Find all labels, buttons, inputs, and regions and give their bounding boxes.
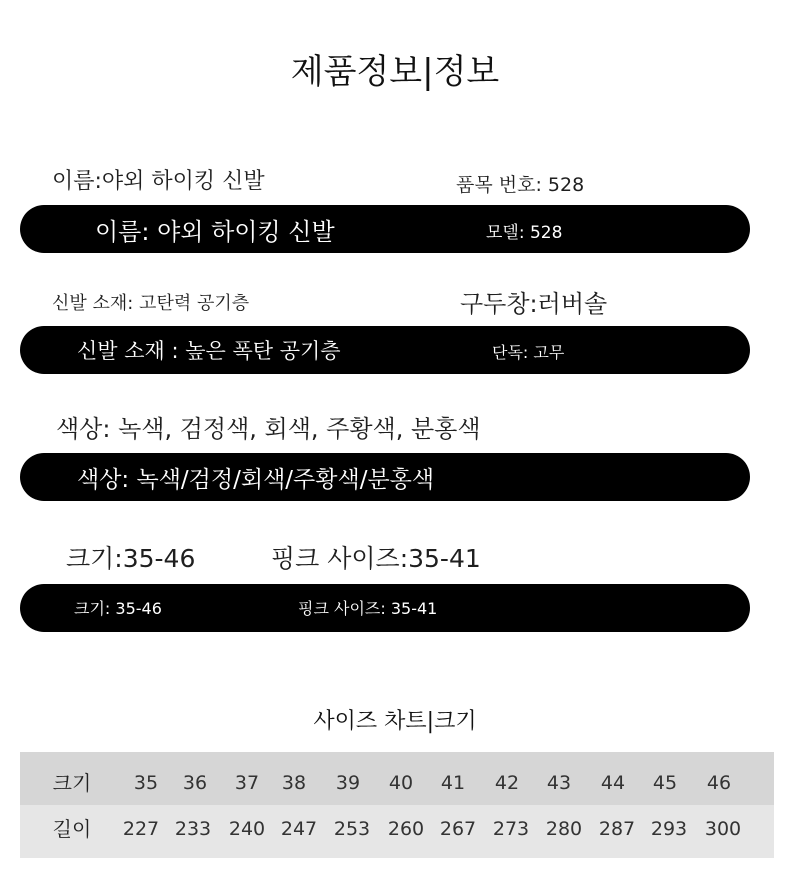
name-label: 이름:야외 하이킹 신발 <box>52 169 265 194</box>
table-cell: 280 <box>545 818 583 840</box>
material-bar <box>20 326 750 374</box>
table-cell: 247 <box>280 818 318 840</box>
pink-size-label: 핑크 사이즈:35-41 <box>271 544 481 573</box>
color-bar <box>20 453 750 501</box>
table-cell: 253 <box>333 818 371 840</box>
bar-size-text: 크기: 35-46 <box>74 599 162 618</box>
table-cell: 267 <box>439 818 477 840</box>
table-cell: 36 <box>182 772 208 794</box>
table-cell: 38 <box>281 772 307 794</box>
row-header-size: 크기 <box>52 771 92 795</box>
table-cell: 273 <box>492 818 530 840</box>
row-header-length: 길이 <box>52 817 92 841</box>
size-label: 크기:35-46 <box>66 544 196 573</box>
bar-pink-size-text: 핑크 사이즈: 35-41 <box>298 599 438 618</box>
table-cell: 233 <box>174 818 212 840</box>
table-cell: 260 <box>387 818 425 840</box>
bar-sole-text: 단독: 고무 <box>492 343 565 362</box>
size-chart-table <box>20 752 774 858</box>
table-row <box>20 805 774 858</box>
table-cell: 240 <box>228 818 266 840</box>
size-bar <box>20 584 750 632</box>
table-cell: 40 <box>388 772 414 794</box>
bar-material-text: 신발 소재 : 높은 폭탄 공기층 <box>77 339 341 363</box>
color-label: 색상: 녹색, 검정색, 회색, 주황색, 분홍색 <box>56 415 481 443</box>
table-cell: 39 <box>335 772 361 794</box>
sole-label: 구두창:러버솔 <box>460 290 608 318</box>
table-cell: 35 <box>133 772 159 794</box>
material-label: 신발 소재: 고탄력 공기층 <box>52 293 250 314</box>
size-chart-title: 사이즈 차트|크기 <box>313 709 477 734</box>
table-row <box>20 752 774 805</box>
table-cell: 287 <box>598 818 636 840</box>
item-number-label: 품목 번호: 528 <box>456 174 585 196</box>
table-cell: 42 <box>494 772 520 794</box>
name-bar <box>20 205 750 253</box>
table-cell: 45 <box>652 772 678 794</box>
table-cell: 300 <box>704 818 742 840</box>
bar-model-text: 모델: 528 <box>486 223 563 243</box>
table-cell: 41 <box>440 772 466 794</box>
table-cell: 37 <box>234 772 260 794</box>
table-cell: 46 <box>706 772 732 794</box>
table-cell: 43 <box>546 772 572 794</box>
table-cell: 227 <box>122 818 160 840</box>
page-title: 제품정보|정보 <box>290 52 500 92</box>
table-cell: 44 <box>600 772 626 794</box>
bar-name-text: 이름: 야외 하이킹 신발 <box>95 218 335 246</box>
table-cell: 293 <box>650 818 688 840</box>
bar-color-text: 색상: 녹색/검정/회색/주황색/분홍색 <box>77 467 435 493</box>
